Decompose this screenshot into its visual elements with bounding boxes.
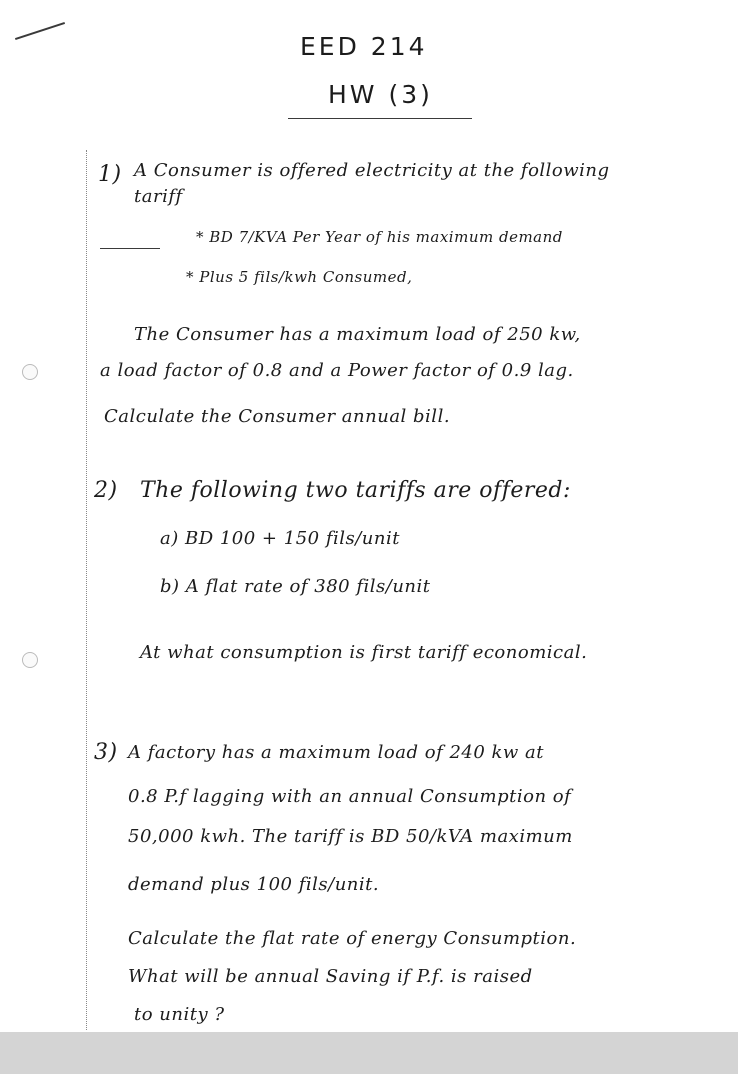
q1-number: 1): [98, 162, 122, 187]
q1-tariff-line1: * BD 7/KVA Per Year of his maximum demand: [196, 228, 563, 246]
q3-line3: 50,000 kwh. The tariff is BD 50/kVA maximum: [128, 826, 573, 847]
q1-ask: Calculate the Consumer annual bill.: [104, 406, 451, 427]
q3-ask2: What will be annual Saving if P.f. is raised: [128, 966, 533, 987]
q2-intro: The following two tariffs are offered:: [140, 478, 571, 503]
q3-line4: demand plus 100 fils/unit.: [128, 874, 380, 895]
q3-line1: A factory has a maximum load of 240 kw at: [128, 742, 545, 763]
scan-bottom-strip: [0, 1032, 738, 1074]
q1-given-line1: The Consumer has a maximum load of 250 kw,: [134, 324, 581, 345]
q3-ask3: to unity ?: [134, 1004, 225, 1025]
q3-ask1: Calculate the flat rate of energy Consumption.: [128, 928, 577, 949]
q2-ask: At what consumption is first tariff economical.: [140, 642, 588, 663]
punch-hole-top: [22, 364, 38, 380]
q1-tariff-line2: * Plus 5 fils/kwh Consumed,: [186, 268, 413, 286]
scan-mark: [15, 22, 65, 40]
q1-intro-line1: A Consumer is offered electricity at the following: [134, 160, 610, 181]
q1-intro-line2: tariff: [134, 186, 183, 207]
q1-given-line2: a load factor of 0.8 and a Power factor of 0.9 lag.: [100, 360, 574, 381]
q2-number: 2): [94, 478, 118, 503]
q1-margin-dash: [100, 248, 160, 249]
title-underline: [288, 118, 472, 119]
q3-number: 3): [94, 740, 118, 765]
punch-hole-middle: [22, 652, 38, 668]
q3-line2: 0.8 P.f lagging with an annual Consumption of: [128, 786, 572, 807]
q2-option-b: b) A flat rate of 380 fils/unit: [160, 576, 431, 597]
course-code: EED 214: [300, 32, 428, 61]
margin-rule: [86, 150, 87, 1030]
assignment-title: HW (3): [328, 80, 433, 109]
q2-option-a: a) BD 100 + 150 fils/unit: [160, 528, 400, 549]
